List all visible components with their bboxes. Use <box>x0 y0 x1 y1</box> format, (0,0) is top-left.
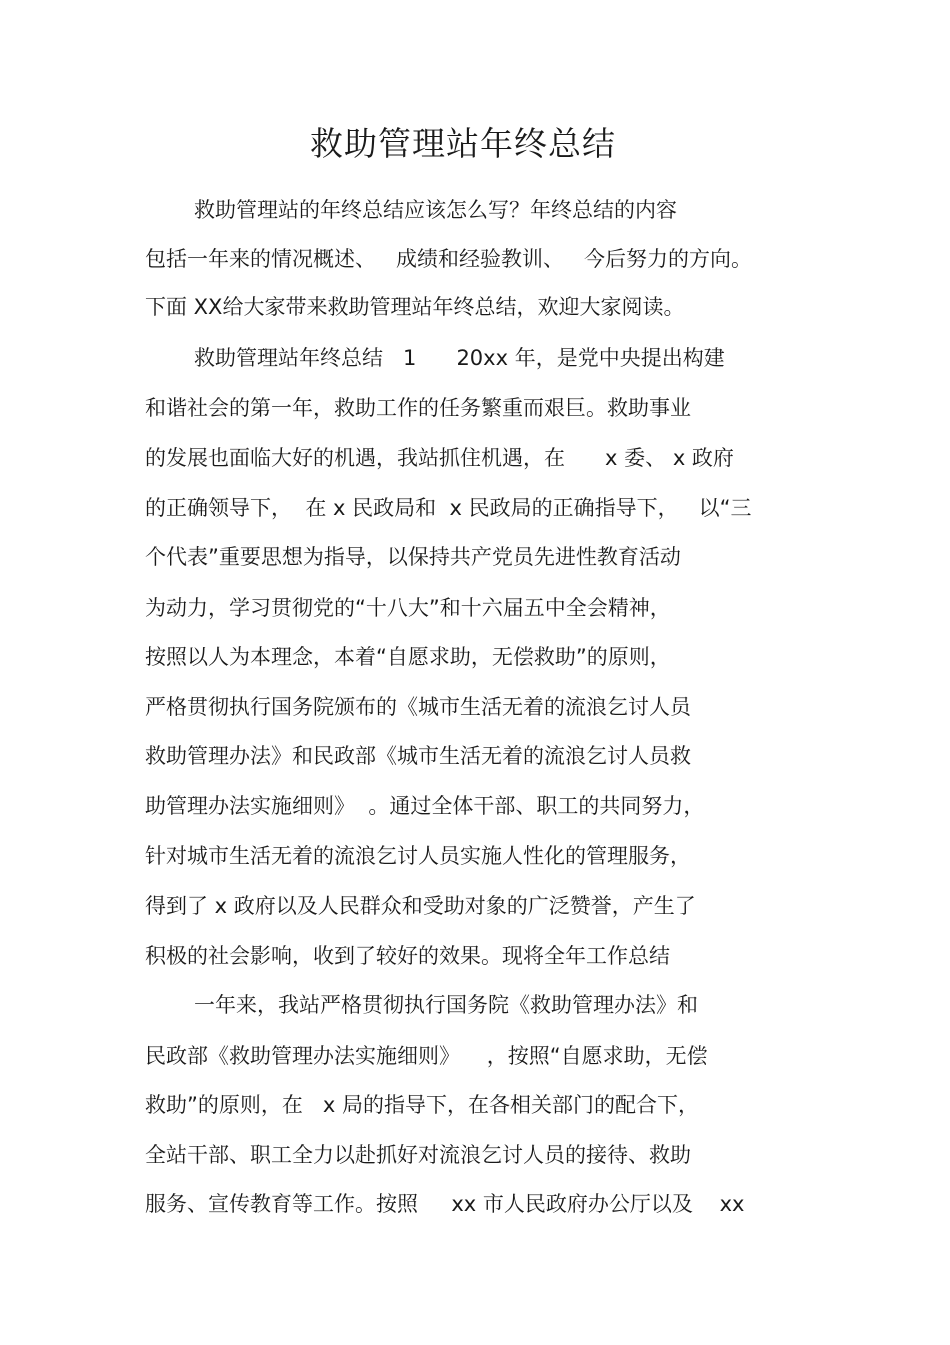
text-line: 的发展也面临大好的机遇，我站抓住机遇，在 x 委、 x 政府 <box>145 446 734 470</box>
text-line: 个代表”重要思想为指导，以保持共产党员先进性教育活动 <box>145 545 681 569</box>
text-line: 全站干部、职工全力以赴抓好对流浪乞讨人员的接待、救助 <box>145 1143 691 1167</box>
text-line: 服务、宣传教育等工作。按照 xx 市人民政府办公厅以及 xx <box>145 1192 745 1216</box>
text-line: 民政部《救助管理办法实施细则》 ，按照“自愿求助，无偿 <box>145 1044 708 1068</box>
text-line: 和谐社会的第一年，救助工作的任务繁重而艰巨。救助事业 <box>145 396 691 420</box>
text-line: 严格贯彻执行国务院颁布的《城市生活无着的流浪乞讨人员 <box>145 695 691 719</box>
text-line: 一年来，我站严格贯彻执行国务院《救助管理办法》和 <box>194 993 698 1017</box>
text-line: 救助管理站年终总结 1 20xx 年，是党中央提出构建 <box>194 346 725 370</box>
text-line: 救助管理站的年终总结应该怎么写？年终总结的内容 <box>194 198 677 222</box>
text-line: 包括一年来的情况概述、 成绩和经验教训、 今后努力的方向。 <box>145 247 753 271</box>
text-line: 救助管理办法》和民政部《城市生活无着的流浪乞讨人员救 <box>145 744 691 768</box>
text-line: 按照以人为本理念，本着“自愿求助，无偿救助”的原则， <box>145 645 671 669</box>
text-line: 针对城市生活无着的流浪乞讨人员实施人性化的管理服务， <box>145 844 691 868</box>
text-line: 的正确领导下， 在 x 民政局和 x 民政局的正确指导下， 以“三 <box>145 496 752 520</box>
text-line: 下面 XX给大家带来救助管理站年终总结，欢迎大家阅读。 <box>145 295 685 319</box>
text-line: 助管理办法实施细则》 。通过全体干部、职工的共同努力， <box>145 794 705 818</box>
text-line: 为动力，学习贯彻党的“十八大”和十六届五中全会精神， <box>145 596 671 620</box>
text-line: 积极的社会影响，收到了较好的效果。现将全年工作总结 <box>145 944 670 968</box>
text-line: 得到了 x 政府以及人民群众和受助对象的广泛赞誉，产生了 <box>145 894 696 918</box>
text-line: 救助”的原则，在 x 局的指导下，在各相关部门的配合下， <box>145 1093 700 1117</box>
document-title: 救助管理站年终总结 <box>310 124 616 163</box>
